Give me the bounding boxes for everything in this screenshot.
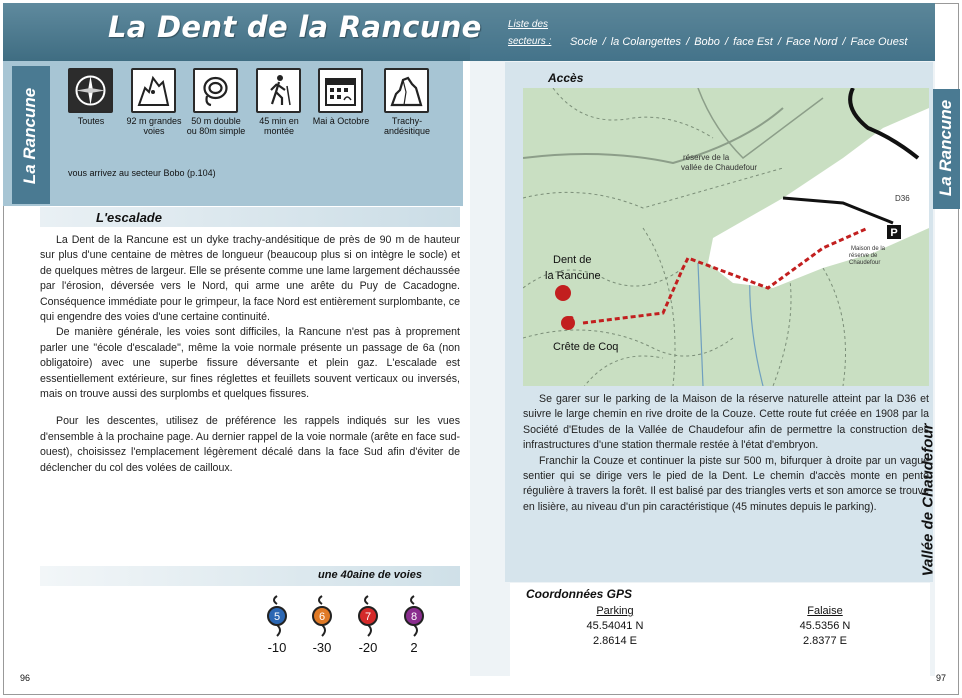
grade-6-count: -30 — [312, 640, 332, 655]
grade-5-count: -10 — [267, 640, 287, 655]
rope-label: 50 m double ou 80m simple — [186, 116, 246, 136]
sector-link-face-est[interactable]: face Est — [733, 36, 773, 48]
gps-parking — [560, 604, 670, 649]
grade-6-number: 6 — [318, 611, 326, 623]
map-crete-label: Crête de Coq — [553, 341, 619, 353]
acces-paragraph-2: Franchir la Couze et continuer la piste sur 500 m, bifurquer à droite par un vague sentier qui se dirige vers le pied de la Dent. Le chemin d'accès monte en pente régulière à travers la forêt. Il est balisé par des triangles verts et son amorce se trouve en lisière, au niveau d'un pin caractéristique (45 minutes depuis le parking). — [523, 454, 929, 513]
gps-title: Coordonnées GPS — [526, 587, 633, 601]
gps-falaise — [770, 604, 880, 649]
sector-list-label: Liste des secteurs : — [508, 19, 552, 47]
page-number-left: 96 — [20, 673, 31, 683]
access-map — [523, 88, 929, 386]
svg-text:Chaudefour: Chaudefour — [849, 260, 881, 266]
escalade-paragraph-1: La Dent de la Rancune est un dyke trachy-andésitique de près de 90 m de hauteur sur plus d'une centaine de mètres de longueur (beaucoup plus si on intègre le socle) et de quelques mètres de largeur. Elle se présente comme une lame largement déchaussée par l'érosion, déversée vers le Nord, qui arme une arête du Puy de Cacadogne. Conséquence immédiate pour le grimpeur, la face Nord est entièrement surplombante, ce qui engendre des voies d'une certaine continuité. — [40, 234, 460, 324]
acces-text — [523, 392, 929, 515]
gps-falaise-lat: 45.5356 N — [799, 620, 851, 632]
approach-label: 45 min en montée — [259, 116, 299, 136]
season-label: Mai à Octobre — [312, 116, 370, 126]
grade-8-icon — [405, 596, 423, 636]
grade-7-icon — [359, 596, 377, 636]
rock-type-label: Trachy-andésitique — [383, 116, 431, 136]
voies-title: une 40aine de voies — [318, 569, 422, 581]
map-maison-label: Maison de la — [851, 246, 886, 252]
side-tab-left-label: La Rancune — [20, 87, 39, 185]
rock-icon — [384, 68, 429, 113]
grade-6-icon — [313, 596, 331, 636]
rope-icon — [193, 68, 238, 113]
grade-8-number: 8 — [410, 611, 418, 623]
valley-label: Vallée de Chaudefour — [919, 423, 937, 577]
map-dent-label: Dent de — [553, 254, 592, 266]
map-road-label: D36 — [895, 194, 910, 203]
cliff-height-icon — [131, 68, 176, 113]
gps-parking-lon: 2.8614 E — [592, 635, 638, 647]
svg-text:réserve de: réserve de — [849, 253, 878, 259]
compass-icon — [68, 68, 113, 113]
grade-8-count: 2 — [410, 640, 418, 655]
grade-7-number: 7 — [364, 611, 372, 623]
sector-links: Socle / la Colangettes / Bobo / face Est / Face Nord / Face Ouest — [570, 36, 908, 48]
sector-link-face-nord[interactable]: Face Nord — [786, 36, 838, 48]
page-title: La Dent de la Rancune — [108, 10, 482, 44]
calendar-icon — [318, 68, 363, 113]
orientation-label: Toutes — [77, 116, 105, 126]
grade-5-icon — [268, 596, 286, 636]
acces-title: Accès — [548, 71, 584, 85]
escalade-paragraph-2: De manière générale, les voies sont difficiles, la Rancune n'est pas à proprement parler une "école d'escalade", même la voie normale présente un passage de 6a (non obligatoire) avec une superbe fissure déversante et plein gaz. L'escalade est essentiellement extérieure, sur fines réglettes et feuillets souvent verticaux ou inversés, mais on trouve aussi des surplombs et quelques fissures. — [40, 326, 460, 401]
sector-link-bobo[interactable]: Bobo — [694, 36, 720, 48]
escalade-paragraph-3: Pour les descentes, utilisez de préférence les rappels indiqués sur les vues d'ensemble à la prochaine page. Au dernier rappel de la voie normale (arête en face sud-ouest), choisissez l'emplacement légèrement décalé dans la face Sud afin d'éviter de déclencher du col des volées de cailloux. — [40, 415, 460, 474]
grade-7-count: -20 — [358, 640, 378, 655]
gps-falaise-label: Falaise — [807, 605, 843, 617]
height-label: 92 m grandes voies — [126, 116, 182, 136]
sector-link-socle[interactable]: Socle — [570, 36, 598, 48]
gps-parking-lat: 45.54041 N — [586, 620, 644, 632]
sector-link-face-ouest[interactable]: Face Ouest — [850, 36, 908, 48]
grade-5-number: 5 — [273, 611, 281, 623]
page-number-right: 97 — [936, 673, 947, 683]
side-tab-right-label: La Rancune — [936, 99, 955, 197]
acces-paragraph-1: Se garer sur le parking de la Maison de la réserve naturelle atteint par la D36 et suivre le large chemin en rive droite de la Couze. Cette route fut créée en 1908 par la Société d'Etudes de la Vallée de Chaudefour afin de permettre la construction des infrastructures d'une station thermale restée à l'état d'embryon. — [523, 393, 929, 452]
map-parking-label: P — [890, 227, 898, 239]
grade-icons — [255, 594, 435, 640]
arrival-note: vous arrivez au secteur Bobo (p.104) — [68, 168, 216, 178]
gps-parking-label: Parking — [596, 605, 634, 617]
escalade-title: L'escalade — [96, 210, 162, 225]
hiker-icon — [256, 68, 301, 113]
sector-link-colangettes[interactable]: la Colangettes — [610, 36, 682, 48]
svg-text:vallée de Chaudefour: vallée de Chaudefour — [681, 163, 758, 172]
escalade-text — [40, 233, 460, 476]
gps-falaise-lon: 2.8377 E — [802, 635, 848, 647]
map-reserve-label: réserve de la — [683, 153, 730, 162]
svg-text:la Rancune: la Rancune — [545, 270, 601, 282]
